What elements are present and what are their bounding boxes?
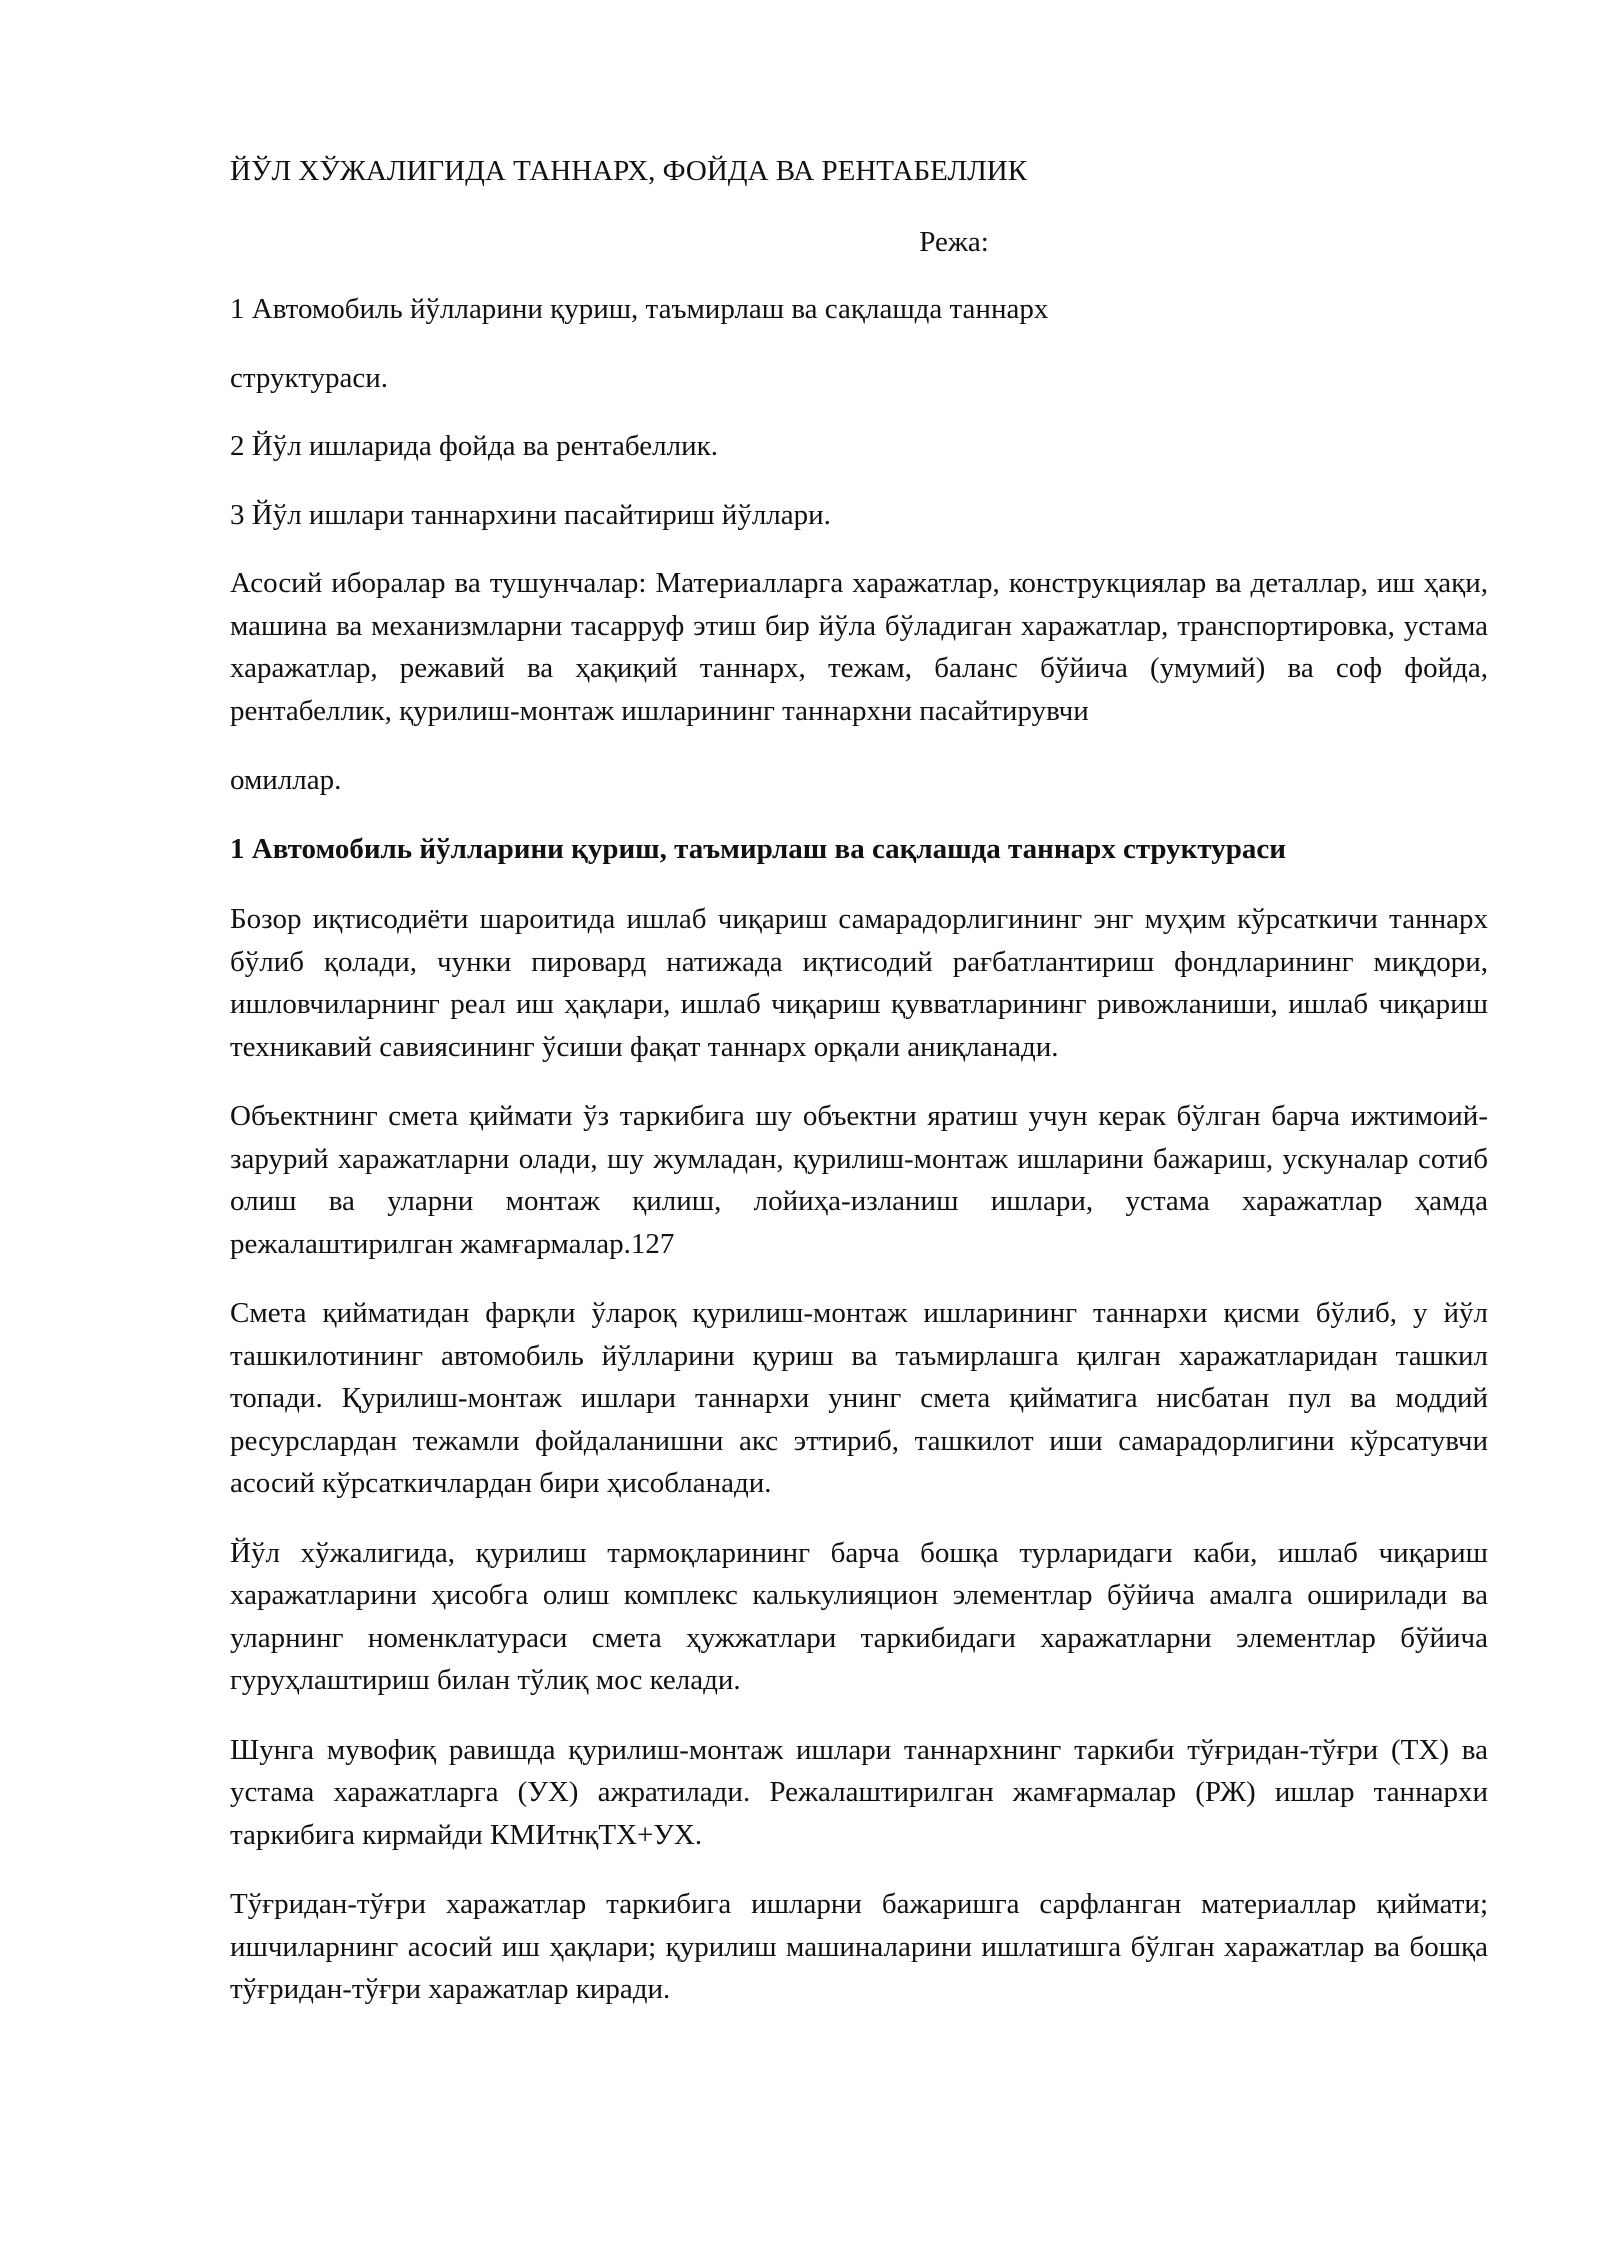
body-paragraph-2: Объектнинг смета қиймати ўз таркибига шу объектни яратиш учун керак бўлган барча ижтимоий-зарурий харажатларни олади, шу жумладан, қурилиш-монтаж ишларини бажариш, ускуналар сотиб олиш ва уларни монтаж қилиш, лойиҳа-изланиш ишлари, устама харажатлар ҳамда режалаштирилган жамғармалар.127 [230,1100,1488,1260]
plan-item-1-continuation: структураси. [230,361,389,394]
section-heading: 1 Автомобиль йўлларини қуриш, таъмирлаш ва сақлашда таннарх структураси [230,832,1286,865]
key-terms-paragraph: Асосий иборалар ва тушунчалар: Материалларга харажатлар, конструкциялар ва деталлар, иш ҳақи, машина ва механизмларни тасарруф этиш бир йўла бўладиган харажатлар, транспортировка, устама харажатлар, режавий ва ҳақиқий таннарх, тежам, баланс бўйича (умумий) ва соф фойда, рентабеллик, қурилиш-монтаж ишларининг таннархни пасайтирувчи [230,567,1488,727]
plan-item-1: 1 Автомобиль йўлларини қуриш, таъмирлаш ва сақлашда таннарх [230,293,1049,325]
plan-item-2: 2 Йўл ишларида фойда ва рентабеллик. [230,430,718,462]
body-paragraph-5: Шунга мувофиқ равишда қурилиш-монтаж ишлари таннархнинг таркиби тўғридан-тўғри (ТХ) ва устама харажатларга (УХ) ажратилади. Режалаштирилган жамғармалар (РЖ) ишлар таннархи таркибига кирмайди КМИтнқТХ+УХ. [230,1733,1488,1851]
body-paragraph-4: Йўл хўжалигида, қурилиш тармоқларининг барча бошқа турларидаги каби, ишлаб чиқариш харажатларини ҳисобга олиш комплекс калькулияцион элементлар бўйича амалга оширилади ва уларнинг номенклатураси смета ҳужжатлари таркибидаги харажатларни элементлар бўйича гуруҳлаштириш билан тўлиқ мос келади. [230,1536,1488,1696]
plan-item-3: 3 Йўл ишлари таннархини пасайтириш йўллари. [230,498,831,531]
body-paragraph-6: Тўғридан-тўғри харажатлар таркибига ишларни бажаришга сарфланган материаллар қиймати; ишчиларнинг асосий иш ҳақлари; қурилиш машиналарини ишлатишга бўлган харажатлар ва бошқа тўғридан-тўғри харажатлар киради. [230,1888,1488,2005]
key-terms-tail: омиллар. [230,764,342,796]
body-paragraph-3: Смета қийматидан фарқли ўлароқ қурилиш-монтаж ишларининг таннархи қисми бўлиб, у йўл ташкилотининг автомобиль йўлларини қуриш ва таъмирлашга қилган харажатларидан ташкил топади. Қурилиш-монтаж ишлари таннархи унинг смета қийматига нисбатан пул ва моддий ресурслардан тежамли фойдаланишни акс эттириб, ташкилот иши самарадорлигини кўрсатувчи асосий кўрсаткичлардан бири ҳисобланади. [230,1297,1488,1499]
document-page [230,150,1488,2038]
body-paragraph-1: Бозор иқтисодиёти шароитида ишлаб чиқариш самарадорлигининг энг муҳим кўрсаткичи таннарх бўлиб қолади, чунки пировард натижада иқтисодий рағбатлантириш фондларининг миқдори, ишловчиларнинг реал иш ҳақлари, ишлаб чиқариш қувватларининг ривожланиши, ишлаб чиқариш техникавий савиясининг ўсиши фақат таннарх орқали аниқланади. [230,903,1488,1063]
plan-heading: Режа: [919,225,989,258]
document-title: ЙЎЛ ХЎЖАЛИГИДА ТАННАРХ, ФОЙДА ВА РЕНТАБЕЛЛИК [230,155,1028,187]
